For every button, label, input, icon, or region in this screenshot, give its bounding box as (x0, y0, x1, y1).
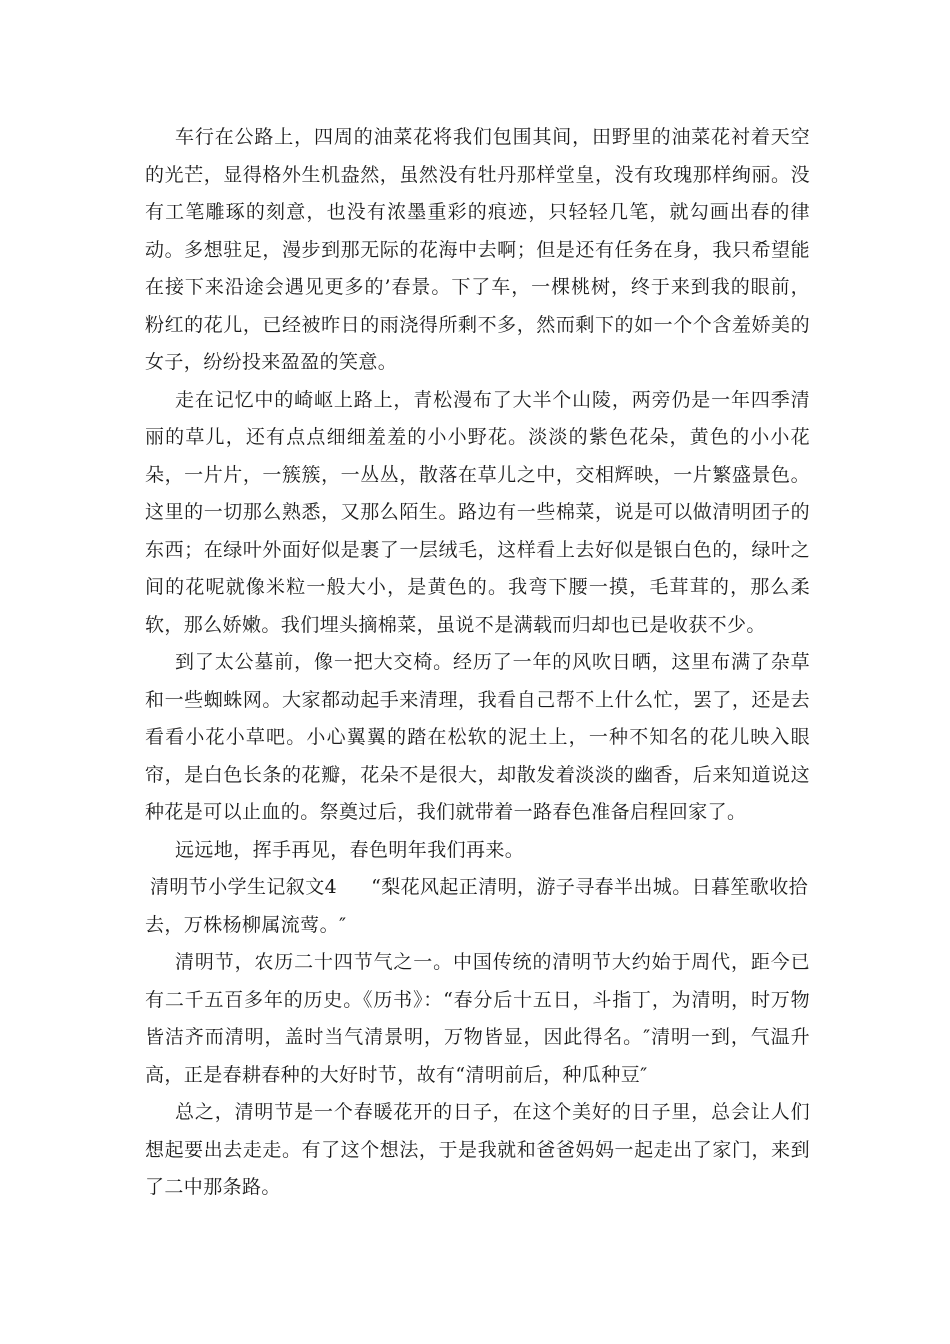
paragraph-farewell: 远远地，挥手再见，春色明年我们再来。 (175, 838, 525, 861)
paragraph-conclusion: 总之，清明节是一个春暖花开的日子，在这个美好的日子里，总会让人们想起要出去走走。有了这个想法，于是我就和爸爸妈妈一起走出了家门，来到了二中那条路。 (145, 1101, 810, 1198)
paragraph-rapeseed-flowers: 车行在公路上，四周的油菜花将我们包围其间，田野里的油菜花衬着天空的光芒，显得格外生机盎然，虽然没有牡丹那样堂皇，没有玫瑰那样绚丽。没有工笔雕琢的刻意，也没有浓墨重彩的痕迹，只轻轻几笔，就勾画出春的律动。多想驻足，漫步到那无际的花海中去啊；但是还有任务在身，我只希望能在接下来沿途会遇见更多的’春景。下了车，一棵桃树，终于来到我的眼前，粉红的花儿，已经被昨日的雨浇得所剩不多，然而剩下的如一个个含羞娇美的女子，纷纷投来盈盈的笑意。 (145, 126, 810, 373)
paragraph-qingming-history: 清明节，农历二十四节气之一。中国传统的清明节大约始于周代，距今已有二千五百多年的历史。《历书》：“春分后十五日，斗指丁，为清明，时万物皆洁齐而清明，盖时当气清景明，万物皆显，因此得名。″清明一到，气温升高，正是春耕春种的大好时节，故有“清明前后，种瓜种豆″ (145, 951, 810, 1086)
section-title: 清明节小学生记叙文4 (150, 876, 338, 898)
section-quote: “梨花风起正清明，游子寻春半出城。日暮笙歌收拾去，万株杨柳属流莺。″ (145, 876, 809, 936)
document-body (145, 119, 810, 1207)
paragraph-mountain-path: 走在记忆中的崎岖上路上，青松漫布了大半个山陵，两旁仍是一年四季清丽的草儿，还有点点细细羞羞的小小野花。淡淡的紫色花朵，黄色的小小花朵，一片片，一簇簇，一丛丛，散落在草儿之中，交相辉映，一片繁盛景色。这里的一切那么熟悉，又那么陌生。路边有一些棉菜，说是可以做清明团子的东西；在绿叶外面好似是裹了一层绒毛，这样看上去好似是银白色的，绿叶之间的花呢就像米粒一般大小，是黄色的。我弯下腰一摸，毛茸茸的，那么柔软，那么娇嫩。我们埋头摘棉菜，虽说不是满载而归却也已是收获不少。 (145, 388, 810, 636)
paragraph-tomb-sweeping: 到了太公墓前，像一把大交椅。经历了一年的风吹日晒，这里布满了杂草和一些蜘蛛网。大家都动起手来清理，我看自己帮不上什么忙，罢了，还是去看看小花小草吧。小心翼翼的踏在松软的泥土上，一种不知名的花儿映入眼帘，是白色长条的花瓣，花朵不是很大，却散发着淡淡的幽香，后来知道说这种花是可以止血的。祭奠过后，我们就带着一路春色准备启程回家了。 (145, 651, 810, 823)
section-heading (145, 869, 810, 944)
